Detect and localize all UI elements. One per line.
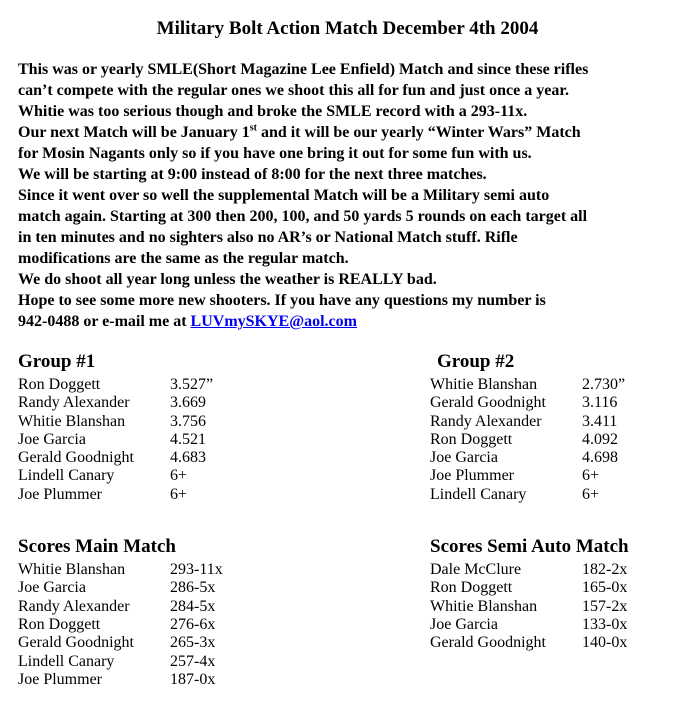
paragraph-line [18,101,677,122]
table-row [18,431,430,449]
score-value: 182-2x [582,561,628,579]
section-heading: Scores Semi Auto Match [430,536,629,558]
shooter-name: Gerald Goodnight [18,449,134,467]
table-row [18,394,430,412]
paragraph-line [18,248,677,269]
paragraph-text: We do shoot all year long unless the weather is REALLY bad. [18,271,437,288]
table-row [18,449,430,467]
shooter-name: Joe Plummer [18,485,102,503]
score-value: 257-4x [170,652,216,670]
paragraph-line [18,206,677,227]
shooter-name: Ron Doggett [18,376,101,393]
score-value: 265-3x [170,634,216,652]
table-row [18,616,430,634]
table-row [430,561,677,579]
paragraph-line [18,311,677,332]
table-row [18,634,430,652]
paragraph-line [18,143,677,164]
intro-paragraph [18,59,677,332]
shooter-name: Whitie Blanshan [18,561,126,579]
shooter-name: Lindell Canary [18,652,115,670]
table-row [430,486,677,504]
score-value: 276-6x [170,615,216,633]
score-value: 157-2x [582,597,628,615]
score-value: 3.116 [582,394,618,412]
shooter-name: Randy Alexander [18,394,130,412]
section-heading: Group #1 [18,351,96,372]
main-match-section [18,536,430,689]
score-value: 133-0x [582,615,628,633]
score-value: 4.092 [582,430,618,448]
shooter-name: Whitie Blanshan [430,597,538,615]
shooter-name: Joe Plummer [430,467,514,485]
shooter-name: Lindell Canary [430,485,527,503]
shooter-name: Dale McClure [430,561,522,579]
table-row [430,598,677,616]
table-row [430,616,677,634]
score-value: 4.521 [170,430,206,448]
score-value: 286-5x [170,579,216,597]
page-title: Military Bolt Action Match December 4th 2004 [156,18,539,39]
score-tables [18,536,677,689]
group-tables [18,351,677,504]
score-value: 6+ [170,467,188,485]
table-row [430,413,677,431]
score-value: 4.683 [170,449,206,467]
score-value: 3.669 [170,394,206,412]
shooter-name: Joe Garcia [18,579,86,597]
score-value: 6+ [170,485,188,503]
shooter-name: Ron Doggett [430,430,513,448]
score-value: 165-0x [582,579,628,597]
shooter-name: Joe Garcia [430,615,498,633]
table-row [430,431,677,449]
score-value: 3.527” [170,376,214,393]
score-value: 140-0x [582,634,628,652]
paragraph-text: Since it went over so well the supplemental Match will be a Military semi auto [18,187,550,204]
shooter-name: Joe Garcia [430,449,498,467]
shooter-name: Gerald Goodnight [430,394,546,412]
shooter-name: Joe Garcia [18,430,86,448]
shooter-name: Gerald Goodnight [18,634,134,652]
score-value: 187-0x [170,670,216,688]
table-row [430,467,677,485]
paragraph-line [18,164,677,185]
shooter-name: Joe Plummer [18,670,102,688]
table-row [430,579,677,597]
paragraph-line [18,80,677,101]
shooter-name: Ron Doggett [430,579,513,597]
score-value: 4.698 [582,449,618,467]
paragraph-line [18,185,677,206]
table-row [18,579,430,597]
group-2-section [430,351,677,504]
shooter-name: Whitie Blanshan [430,376,538,393]
shooter-name: Randy Alexander [430,412,542,430]
score-value: 6+ [582,485,600,503]
section-heading: Group #2 [437,351,515,372]
paragraph-text: and it will be our yearly “Winter Wars” Match [256,124,581,141]
shooter-name: Gerald Goodnight [430,634,546,652]
paragraph-text: Our next Match will be January 1 [18,124,250,141]
paragraph-text: can’t compete with the regular ones we shoot this all for fun and just once a year. [18,82,569,99]
table-row [18,598,430,616]
paragraph-text: for Mosin Nagants only so if you have one bring it out for some fun with us. [18,145,532,162]
table-row [18,561,430,579]
section-heading: Scores Main Match [18,536,176,558]
paragraph-text: 942-0488 or e-mail me at [18,313,191,330]
table-row [18,376,430,394]
score-value: 284-5x [170,597,216,615]
email-link[interactable]: LUVmySKYE@aol.com [190,313,357,330]
table-row [18,467,430,485]
shooter-name: Randy Alexander [18,597,130,615]
table-row [18,413,430,431]
table-row [18,653,430,671]
shooter-name: Lindell Canary [18,467,115,485]
paragraph-line [18,290,677,311]
table-row [18,671,430,689]
paragraph-text: We will be starting at 9:00 instead of 8:00 for the next three matches. [18,166,487,183]
paragraph-line [18,269,677,290]
table-row [430,376,677,394]
paragraph-line [18,122,677,143]
paragraph-text: in ten minutes and no sighters also no AR’s or National Match stuff. Rifle [18,229,518,246]
paragraph-text: This was or yearly SMLE(Short Magazine Lee Enfield) Match and since these rifles [18,61,589,78]
score-value: 3.411 [582,412,618,430]
score-value: 3.756 [170,412,206,430]
paragraph-text: Whitie was too serious though and broke the SMLE record with a 293-11x. [18,103,528,120]
paragraph-line [18,59,677,80]
table-row [430,634,677,652]
shooter-name: Ron Doggett [18,615,101,633]
score-value: 293-11x [170,561,223,579]
semi-auto-section [430,536,677,689]
group-1-section [18,351,430,504]
table-row [430,449,677,467]
paragraph-text: modifications are the same as the regular match. [18,250,349,267]
paragraph-line [18,227,677,248]
superscript-text: st [249,122,257,134]
paragraph-text: Hope to see some more new shooters. If you have any questions my number is [18,292,546,309]
shooter-name: Whitie Blanshan [18,412,126,430]
paragraph-text: match again. Starting at 300 then 200, 100, and 50 yards 5 rounds on each target all [18,208,588,225]
score-value: 6+ [582,467,600,485]
table-row [18,486,430,504]
table-row [430,394,677,412]
score-value: 2.730” [582,376,626,393]
